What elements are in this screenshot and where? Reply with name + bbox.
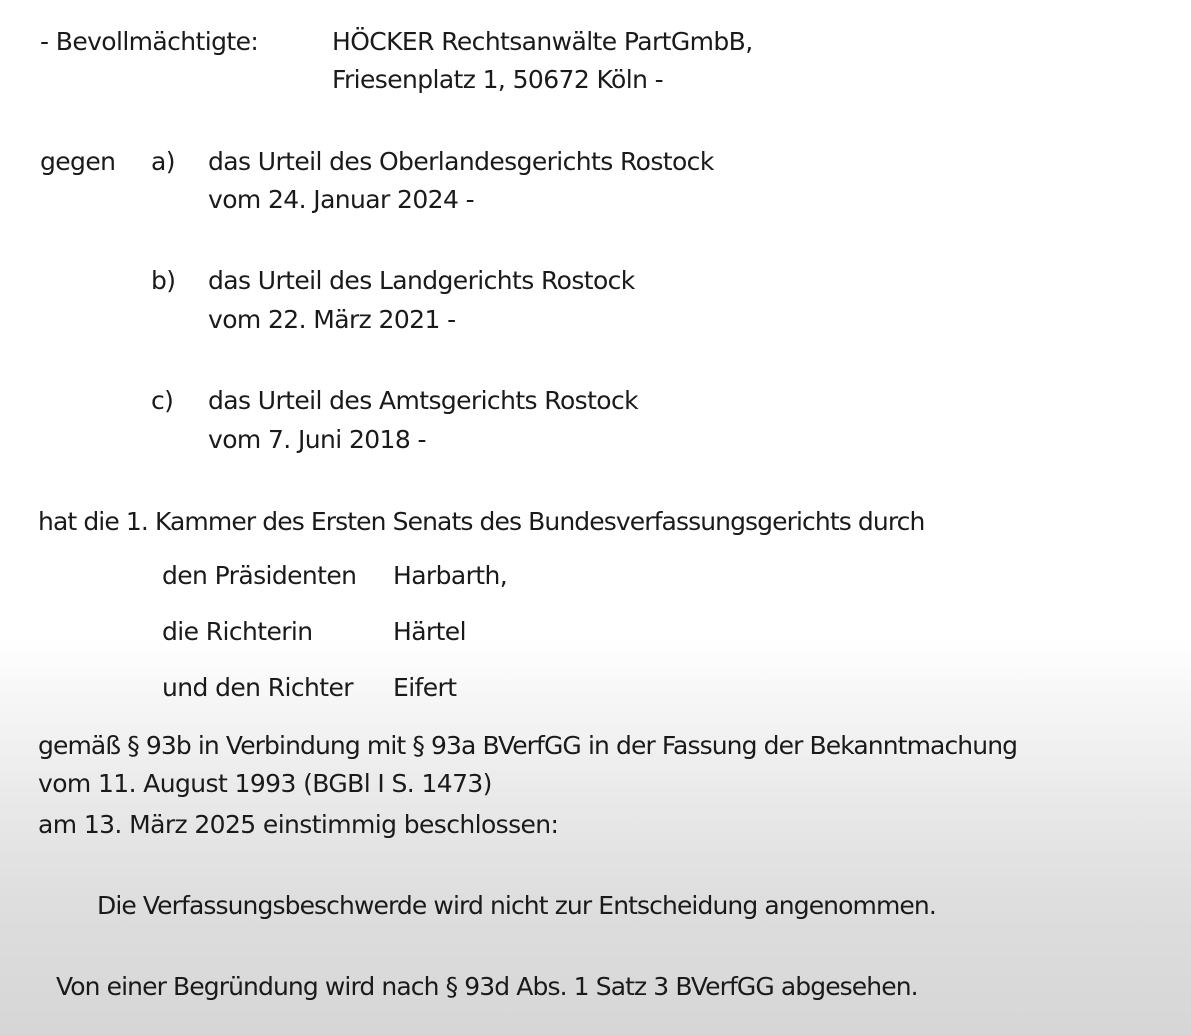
legal-basis-line-1: gemäß § 93b in Verbindung mit § 93a BVerfGG in der Fassung der Bekanntmachung <box>38 731 1018 760</box>
against-label: gegen <box>40 147 116 176</box>
decision-date-line: am 13. März 2025 einstimmig beschlossen: <box>38 810 559 839</box>
against-item-b-court: das Urteil des Landgerichts Rostock <box>208 266 635 295</box>
against-item-b-date: vom 22. März 2021 - <box>208 305 456 334</box>
against-item-b-marker: b) <box>151 266 176 295</box>
judge-name-3: Eifert <box>393 673 457 702</box>
judge-role-2: die Richterin <box>162 617 313 646</box>
against-item-c-court: das Urteil des Amtsgerichts Rostock <box>208 386 638 415</box>
decision-tenor: Die Verfassungsbeschwerde wird nicht zur Entscheidung angenommen. <box>97 891 936 920</box>
against-item-a-marker: a) <box>151 147 175 176</box>
judge-name-1: Harbarth, <box>393 561 508 590</box>
judge-role-1: den Präsidenten <box>162 561 357 590</box>
representation-address: Friesenplatz 1, 50672 Köln - <box>332 65 664 94</box>
judge-role-3: und den Richter <box>162 673 353 702</box>
legal-basis-line-2: vom 11. August 1993 (BGBl I S. 1473) <box>38 769 492 798</box>
against-item-c-marker: c) <box>151 386 174 415</box>
against-item-a-date: vom 24. Januar 2024 - <box>208 185 475 214</box>
judge-name-2: Härtel <box>393 617 466 646</box>
representation-firm: HÖCKER Rechtsanwälte PartGmbB, <box>332 27 753 56</box>
against-item-a-court: das Urteil des Oberlandesgerichts Rostock <box>208 147 714 176</box>
against-item-c-date: vom 7. Juni 2018 - <box>208 425 426 454</box>
decision-reasoning-note: Von einer Begründung wird nach § 93d Abs. 1 Satz 3 BVerfGG abgesehen. <box>56 972 918 1001</box>
chamber-intro: hat die 1. Kammer des Ersten Senats des Bundesverfassungsgerichts durch <box>38 507 925 536</box>
representation-label: - Bevollmächtigte: <box>40 27 259 56</box>
